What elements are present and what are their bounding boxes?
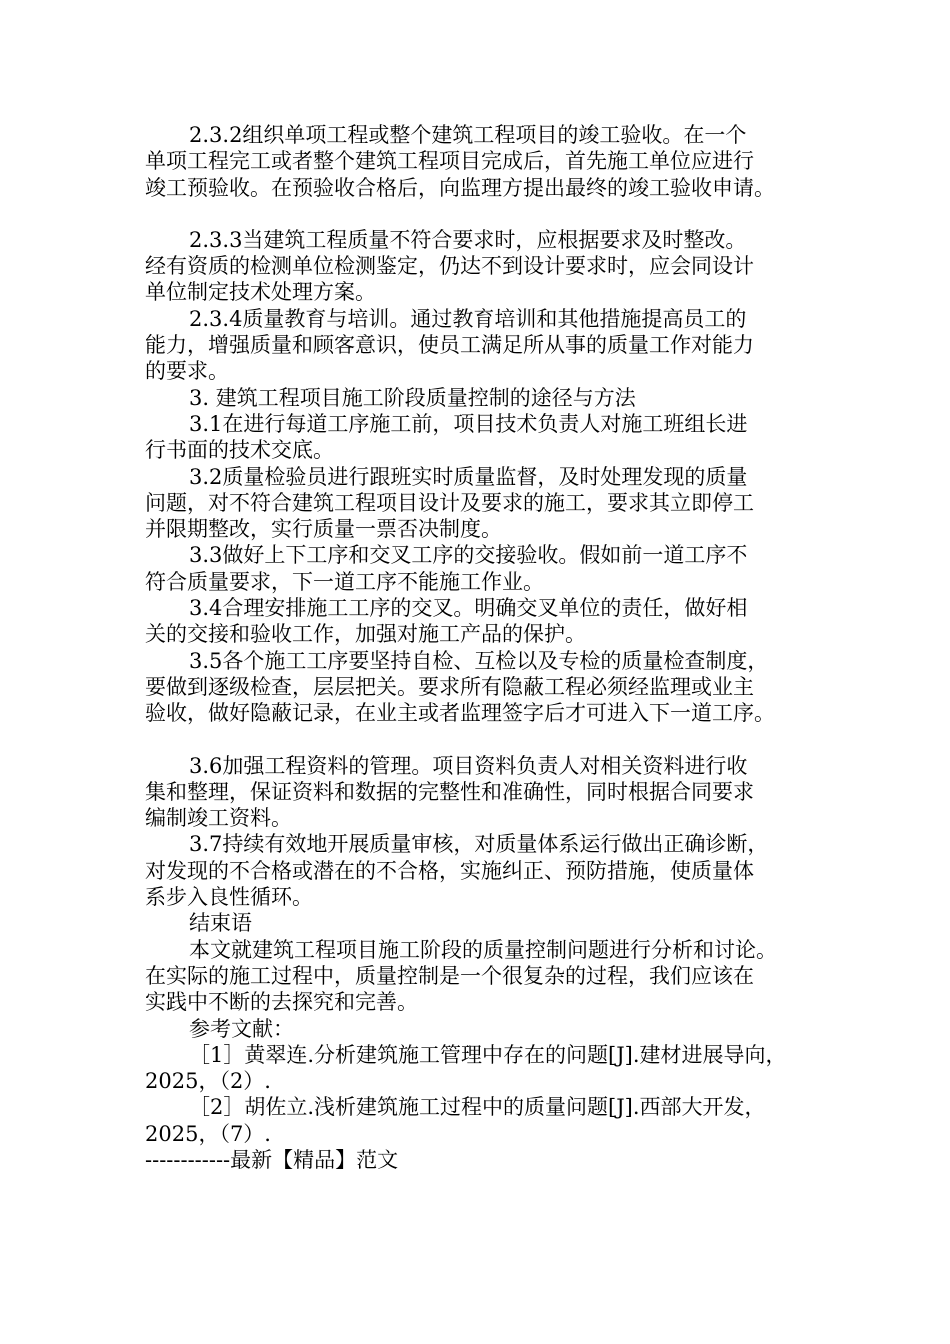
- text-line: 2025，（7）.: [145, 1121, 271, 1146]
- paragraph-2-3-4: [145, 306, 810, 385]
- section-heading-3: [145, 385, 810, 411]
- document-body: [145, 122, 810, 1147]
- text-line: 2025，（2）.: [145, 1069, 271, 1094]
- paragraph-3-2: [145, 464, 810, 543]
- text-line: 竣工预验收。在预验收合格后，向监理方提出最终的竣工验收申请。: [145, 175, 775, 200]
- text-line: 关的交接和验收工作，加强对施工产品的保护。: [145, 622, 586, 647]
- paragraph-3-3: [145, 542, 810, 595]
- text-line: 2.3.4质量教育与培训。通过教育培训和其他措施提高员工的: [189, 306, 747, 331]
- text-line: ［2］胡佐立.浅析建筑施工过程中的质量问题[J].西部大开发，: [189, 1095, 766, 1120]
- text-line: 3.4合理安排施工工序的交叉。明确交叉单位的责任，做好相: [189, 596, 748, 621]
- paragraph-3-5: [145, 648, 810, 727]
- text-line: 验收，做好隐蔽记录，在业主或者监理签字后才可进入下一道工序。: [145, 701, 775, 726]
- text-line: 集和整理，保证资料和数据的完整性和准确性，同时根据合同要求: [145, 779, 754, 804]
- text-line: 问题，对不符合建筑工程项目设计及要求的施工，要求其立即停工: [145, 490, 754, 515]
- text-line: 对发现的不合格或潜在的不合格，实施纠正、预防措施，使质量体: [145, 858, 754, 883]
- text-line: 2.3.3当建筑工程质量不符合要求时，应根据要求及时整改。: [189, 227, 747, 252]
- text-line: 能力，增强质量和顾客意识，使员工满足所从事的质量工作对能力: [145, 333, 754, 358]
- text-line: 单位制定技术处理方案。: [145, 280, 376, 305]
- text-line: 单项工程完工或者整个建筑工程项目完成后，首先施工单位应进行: [145, 149, 754, 174]
- paragraph-2-3-3: [145, 227, 810, 306]
- text-line: 3.2质量检验员进行跟班实时质量监督，及时处理发现的质量: [189, 464, 748, 489]
- text-line: 要做到逐级检查，层层把关。要求所有隐蔽工程必须经监理或业主: [145, 674, 754, 699]
- text-line: 本文就建筑工程项目施工阶段的质量控制问题进行分析和讨论。: [189, 937, 777, 962]
- text-line: 3.1在进行每道工序施工前，项目技术负责人对施工班组长进: [189, 411, 748, 436]
- conclusion-paragraph: [145, 937, 810, 1016]
- text-line: 3.5各个施工工序要坚持自检、互检以及专检的质量检查制度，: [189, 648, 769, 673]
- references-heading: [145, 1016, 810, 1042]
- text-line: 并限期整改，实行质量一票否决制度。: [145, 517, 502, 542]
- text-line: 编制竣工资料。: [145, 806, 292, 831]
- text-line: 3.6加强工程资料的管理。项目资料负责人对相关资料进行收: [189, 753, 748, 778]
- text-line: 结束语: [189, 911, 252, 936]
- paragraph-3-4: [145, 595, 810, 648]
- conclusion-heading: [145, 910, 810, 936]
- text-line: 经有资质的检测单位检测鉴定，仍达不到设计要求时，应会同设计: [145, 254, 754, 279]
- text-line: 行书面的技术交底。: [145, 438, 334, 463]
- paragraph-2-3-2: [145, 122, 810, 201]
- reference-item-1: [145, 1042, 810, 1095]
- page-footer: ------------最新【精品】范文: [145, 1148, 399, 1172]
- text-line: 符合质量要求，下一道工序不能施工作业。: [145, 569, 544, 594]
- paragraph-3-1: [145, 411, 810, 464]
- text-line: 的要求。: [145, 359, 229, 384]
- reference-item-2: [145, 1094, 810, 1147]
- text-line: 2.3.2组织单项工程或整个建筑工程项目的竣工验收。在一个: [189, 123, 747, 147]
- text-line: 参考文献：: [189, 1016, 294, 1041]
- text-line: 3.7持续有效地开展质量审核，对质量体系运行做出正确诊断，: [189, 832, 769, 857]
- text-line: 系步入良性循环。: [145, 885, 313, 910]
- text-line: ［1］黄翠连.分析建筑施工管理中存在的问题[J].建材进展导向，: [189, 1042, 787, 1067]
- text-line: 实践中不断的去探究和完善。: [145, 990, 418, 1015]
- paragraph-3-6: [145, 753, 810, 832]
- text-line: 3.3做好上下工序和交叉工序的交接验收。假如前一道工序不: [189, 543, 748, 568]
- text-line: 在实际的施工过程中，质量控制是一个很复杂的过程，我们应该在: [145, 963, 754, 988]
- paragraph-3-7: [145, 831, 810, 910]
- text-line: 3. 建筑工程项目施工阶段质量控制的途径与方法: [189, 385, 636, 410]
